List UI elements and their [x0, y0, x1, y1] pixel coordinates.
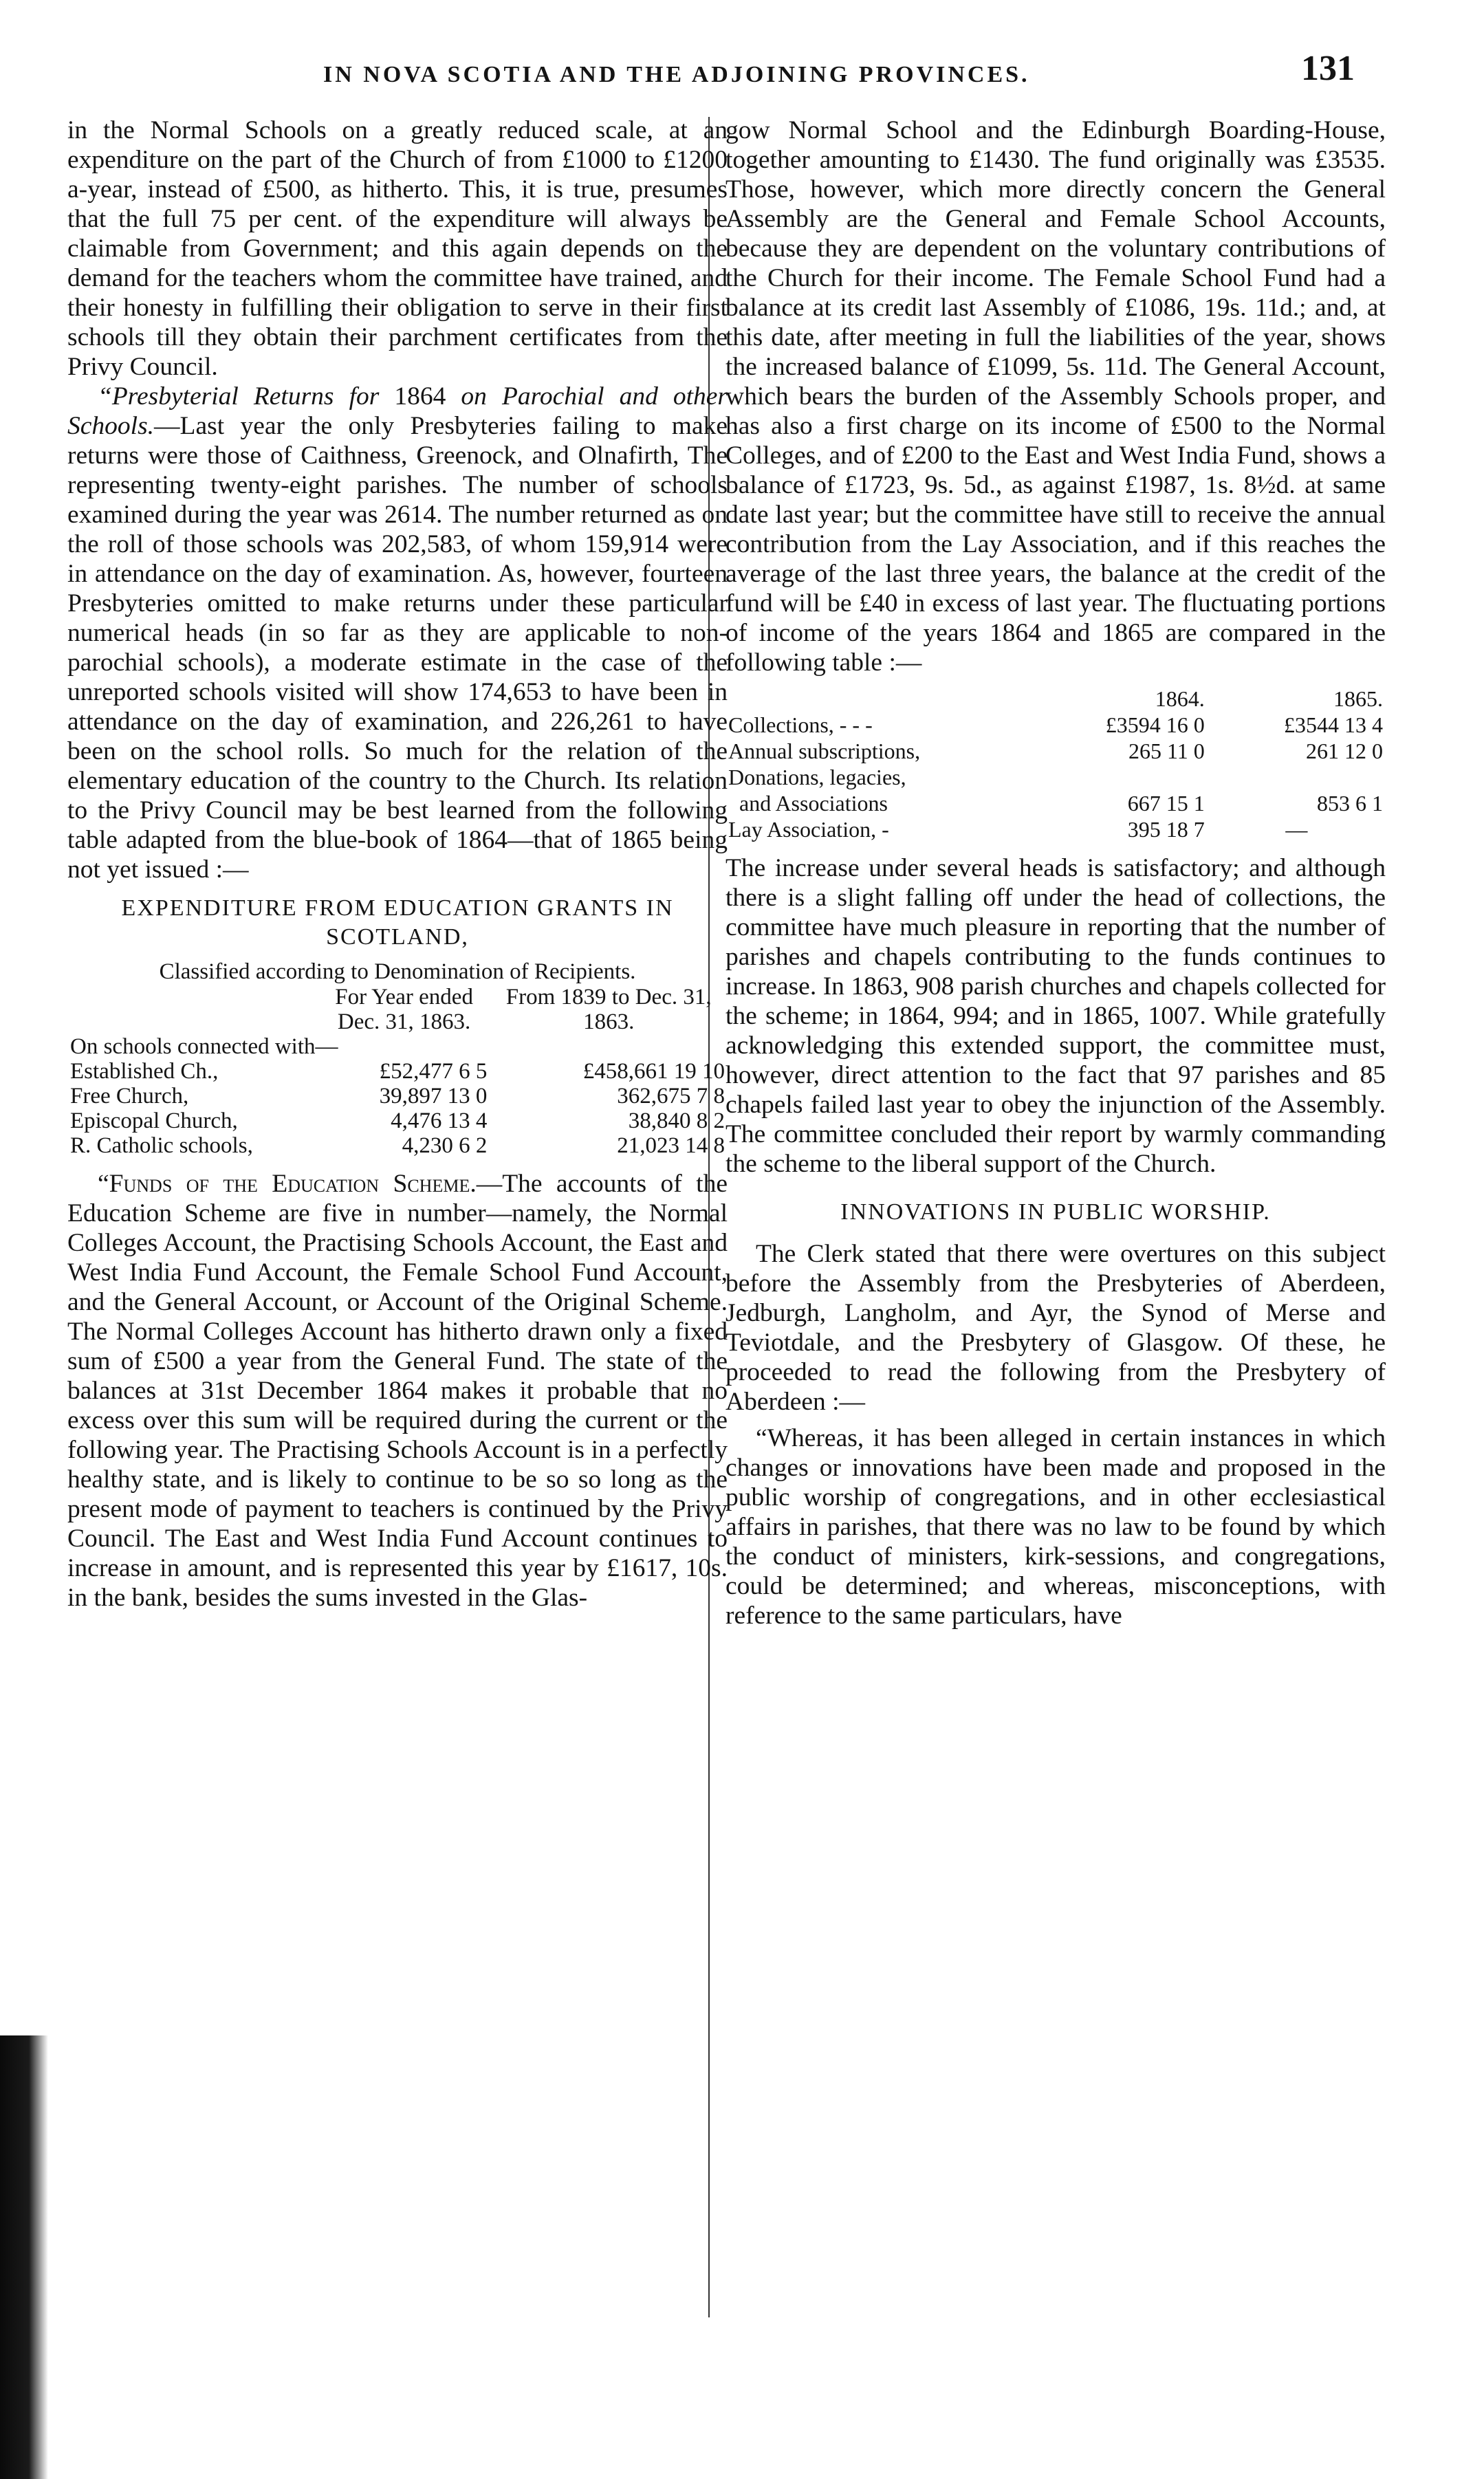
grants-table-header-row [67, 985, 728, 1034]
left-column [67, 116, 728, 1613]
returns-body: —Last year the only Presbyteries failing to make returns were those of Caithness, Greenock, and Olnafirth, The representing twenty-eight parishes. The number of schools examined during the year was 2614. The number returned as on the roll of those schools was 202,583, of whom 159,914 were in attendance on the day of examination. As, however, fourteen Presbyteries omitted to make returns under these particular numerical heads (in so far as they are applicable to non-parochial schools), a moderate estimate in the case of the unreported schools visited will show 174,653 to have been in attendance on the day of examination, and 226,261 to have been on the school rolls. So much for the relation of the elementary education of the country to the Church. Its relation to the Privy Council may be best learned from the following table adapted from the blue-book of 1864—that of 1865 being not yet issued :— [67, 412, 728, 884]
income-col-1865: 1865. [1333, 686, 1383, 711]
grants-table-subheading: Classified according to Denomination of Recipients. [159, 959, 636, 984]
income-table-header-row [725, 686, 1386, 712]
returns-year: 1864 [394, 382, 446, 411]
income-table [725, 686, 1386, 842]
table-row: Free Church, 39,897 13 0 362,675 7 8 [70, 1084, 725, 1109]
running-head: IN NOVA SCOTIA AND THE ADJOINING PROVINCES. [323, 62, 1030, 87]
paragraph-presbyterial-returns [67, 382, 728, 884]
page-number: 131 [1301, 49, 1355, 88]
grants-table-heading: EXPENDITURE FROM EDUCATION GRANTS IN SCOTLAND, [121, 895, 674, 950]
paragraph-whereas: “Whereas, it has been alleged in certain instances in which changes or innovations have been made and proposed in the public worship of congregations, and in other ecclesiastical affairs in parishes, that there was no law to be found by which the conduct of ministers, kirk-sessions, and congregations, could be determined; and whereas, misconceptions, with reference to the same particulars, have [725, 1424, 1386, 1630]
grants-col-header-cumulative: From 1839 to Dec. 31, 1863. [505, 985, 712, 1034]
income-col-1864: 1864. [1155, 686, 1205, 711]
paragraph-funds [67, 1169, 728, 1613]
grants-table [67, 985, 728, 1158]
table-row: Established Ch., £52,477 6 5 £458,661 19 10 [70, 1059, 725, 1084]
innovations-heading: INNOVATIONS IN PUBLIC WORSHIP. [840, 1199, 1271, 1225]
table-row: Annual subscriptions, 265 11 0 261 12 0 [728, 739, 1383, 763]
table-row: Collections, - - - £3594 16 0 £3544 13 4 [728, 712, 1383, 737]
paragraph-normal-schools: in the Normal Schools on a greatly reduced scale, at an expenditure on the part of the Church of from £1000 to £1200 a-year, instead of £500, as hitherto. This, it is true, presumes that the full 75 per cent. of the expenditure will always be claimable from Government; and this again depends on the demand for the teachers whom the committee have trained, and their honesty in fulfilling their obligation to serve in their first schools till they obtain their parchment certificates from the Privy Council. [67, 116, 728, 381]
paragraph-increase: The increase under several heads is satisfactory; and although there is a slight falling off under the head of collections, the committee have much pleasure in reporting that the number of parishes and chapels contributing to the funds continues to increase. In 1863, 908 parish churches and chapels collected for the scheme; in 1864, 994; and in 1865, 1007. While gratefully acknowledging this extended support, the committee must, however, direct attention to the fact that 97 parishes and 85 chapels failed last year to obey the injunction of the Assembly. The committee concluded their report by warmly commanding the scheme to the liberal support of the Church. [725, 854, 1386, 1178]
grants-table-lead: On schools connected with— [70, 1034, 338, 1059]
page-edge-shadow [0, 2035, 48, 2479]
returns-title: “Presbyterial Returns for [98, 382, 380, 411]
returns-title-2: on Parochial and other Schools. [67, 382, 728, 440]
funds-heading: “Funds of the Education Scheme. [98, 1170, 477, 1198]
table-row: Episcopal Church, 4,476 13 4 38,840 8 2 [70, 1109, 725, 1133]
grants-table-lead-row [67, 1034, 728, 1059]
table-row: R. Catholic schools, 4,230 6 2 21,023 14 8 [70, 1133, 725, 1158]
table-row: Lay Association, - 395 18 7 — [728, 817, 1308, 842]
table-row: and Associations 667 15 1 853 6 1 [728, 791, 1383, 816]
page-header [296, 48, 1382, 103]
grants-col-header-1863: For Year ended Dec. 31, 1863. [335, 985, 473, 1034]
paragraph-accounts: gow Normal School and the Edinburgh Boarding-House, together amounting to £1430. The fund originally was £3535. Those, however, which more directly concern the General Assembly are the General and Female School Accounts, because they are dependent on the voluntary contributions of the Church for their income. The Female School Fund had a balance at its credit last Assembly of £1086, 19s. 11d.; and, at this date, after meeting in full the liabilities of the year, shows the increased balance of £1099, 5s. 11d. The General Account, which bears the burden of the Assembly Schools proper, and has also a first charge on its income of £500 to the Normal Colleges, and of £200 to the East and West India Fund, shows a balance of £1723, 9s. 5d., as against £1987, 1s. 8½d. at same date last year; but the committee have still to receive the annual contribution from the Lay Association, and if this reaches the average of the last three years, the balance at the credit of the fund will be £40 in excess of last year. The fluctuating portions of income of the years 1864 and 1865 are compared in the following table :— [725, 116, 1386, 677]
right-column [725, 116, 1386, 1630]
funds-body: —The accounts of the Education Scheme are five in number—namely, the Normal Colleges Account, the Practising Schools Account, the East and West India Fund Account, the Female School Fund Account, and the General Account, or Account of the Original Scheme. The Normal Colleges Account has hitherto drawn only a fixed sum of £500 a year from the General Fund. The state of the balances at 31st December 1864 makes it probable that no excess over this sum will be required during the current or the following year. The Practising Schools Account is in a perfectly healthy state, and is likely to continue to be so so long as the present mode of payment to teachers is continued by the Privy Council. The East and West India Fund Account continues to increase in amount, and is represented this year by £1617, 10s. in the bank, besides the sums invested in the Glas- [67, 1170, 728, 1612]
table-row: Donations, legacies, [728, 765, 906, 789]
paragraph-clerk: The Clerk stated that there were overtures on this subject before the Assembly from the Presbyteries of Aberdeen, Jedburgh, Langholm, and Ayr, the Synod of Merse and Teviotdale, and the Presbytery of Glasgow. Of these, he proceeded to read the following from the Presbytery of Aberdeen :— [725, 1240, 1386, 1416]
